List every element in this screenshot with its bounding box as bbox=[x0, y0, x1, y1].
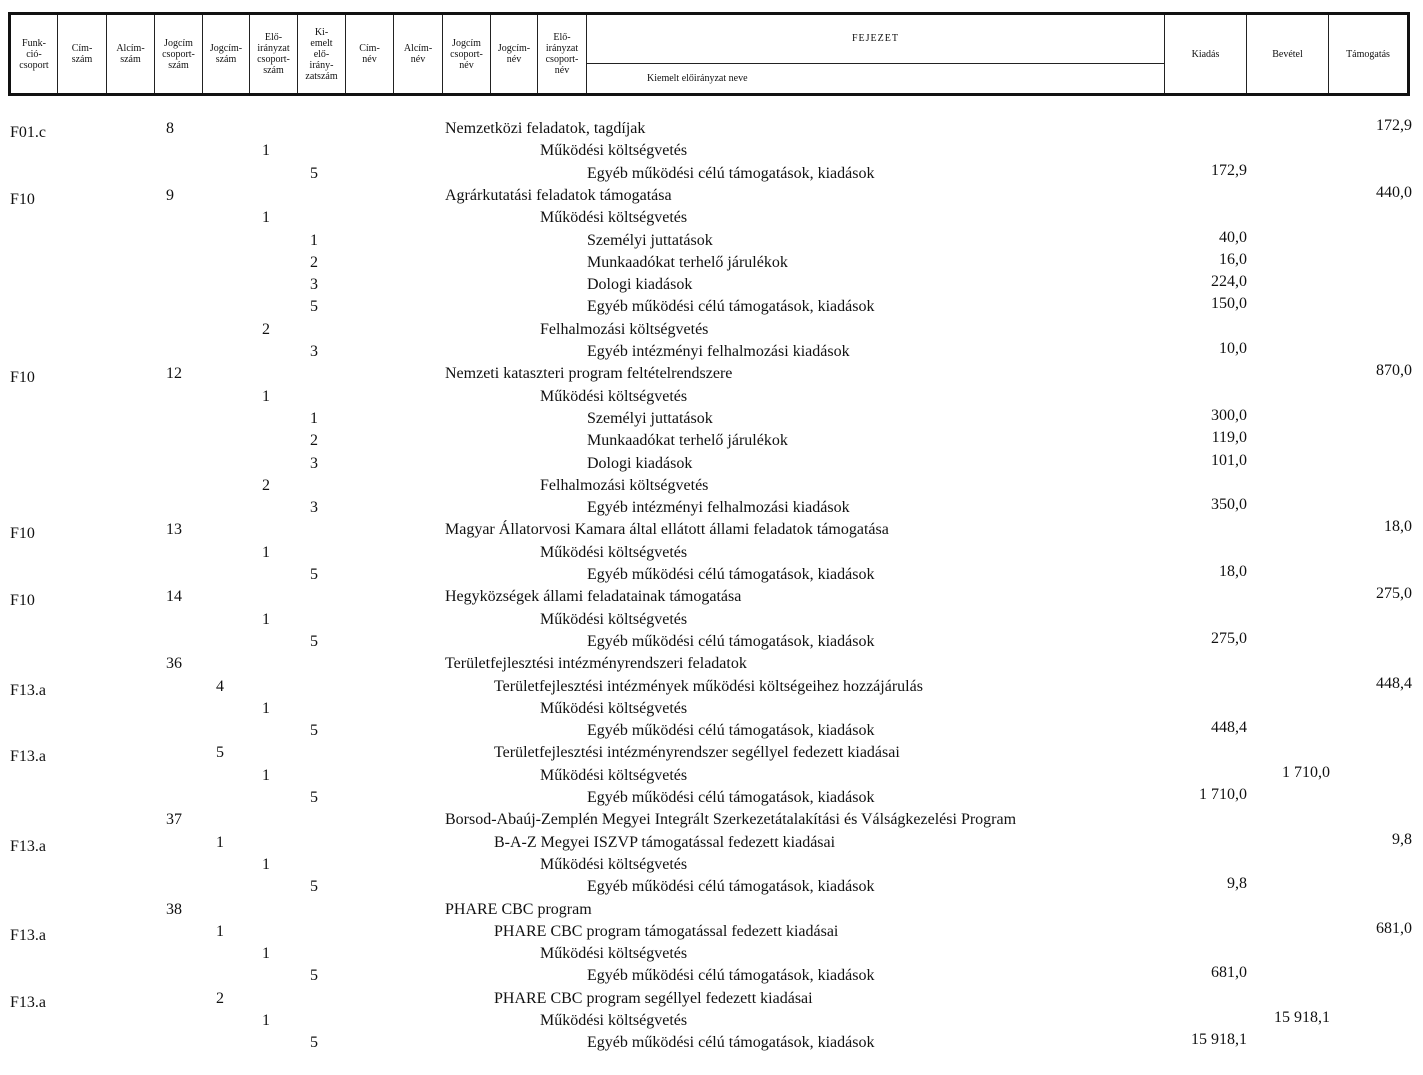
header-kiemelt-eloiranyzat-nev: Kiemelt előirányzat neve bbox=[647, 73, 748, 84]
row-code-f: F10 bbox=[10, 369, 35, 387]
row-name: Borsod-Abaúj-Zemplén Megyei Integrált Szerkezetátalakítási és Válságkezelési Program bbox=[445, 811, 1017, 829]
row-name: Felhalmozási költségvetés bbox=[540, 320, 709, 338]
row-value-tam: 681,0 bbox=[1376, 919, 1412, 937]
header-kiemelt-eloiranyzat-szam: Ki- emelt elő- irány- zatszám bbox=[298, 15, 346, 93]
row-name: B-A-Z Megyei ISZVP támogatással fedezett kiadásai bbox=[494, 833, 836, 851]
row-code-f: F13.a bbox=[10, 926, 46, 944]
row-code-cim: 13 bbox=[166, 521, 182, 539]
row-name: Működési költségvetés bbox=[540, 699, 688, 717]
row-code-ecs: 1 bbox=[262, 142, 270, 160]
row-value-kiad: 681,0 bbox=[1211, 964, 1247, 982]
row-value-bev: 15 918,1 bbox=[1274, 1009, 1330, 1026]
row-value-tam: 448,4 bbox=[1376, 674, 1412, 692]
row-name: Működési költségvetés bbox=[540, 766, 688, 784]
row-code-cim: 8 bbox=[166, 120, 174, 137]
row-code-kie: 5 bbox=[310, 632, 318, 650]
row-code-cim: 37 bbox=[166, 811, 182, 829]
row-code-f: F13.a bbox=[10, 837, 46, 855]
row-name: Egyéb működési célú támogatások, kiadások bbox=[587, 632, 875, 650]
row-code-kie: 1 bbox=[310, 409, 318, 427]
row-code-kie: 5 bbox=[310, 967, 318, 985]
row-code-f: F10 bbox=[10, 190, 35, 208]
header-alcim-nev: Alcím- név bbox=[394, 15, 443, 93]
header-jogcimcsoport-szam: Jogcím csoport- szám bbox=[155, 15, 203, 93]
row-code-ecs: 1 bbox=[262, 610, 270, 628]
header-jogcimcsoport-nev: Jogcím csoport- név bbox=[443, 15, 491, 93]
row-code-ecs: 1 bbox=[262, 543, 270, 561]
header-alcim-szam: Alcím- szám bbox=[107, 15, 155, 93]
row-name: Egyéb működési célú támogatások, kiadások bbox=[587, 1034, 875, 1052]
table-header bbox=[8, 12, 1410, 96]
row-value-tam: 870,0 bbox=[1376, 362, 1412, 380]
row-code-jcs: 4 bbox=[216, 677, 224, 695]
row-name: Területfejlesztési intézményrendszer segéllyel fedezett kiadásai bbox=[494, 744, 900, 762]
row-code-kie: 5 bbox=[310, 1034, 318, 1052]
row-code-jcs: 1 bbox=[216, 833, 224, 851]
row-code-kie: 5 bbox=[310, 722, 318, 740]
row-code-f: F01.c bbox=[10, 124, 46, 141]
row-name: Működési költségvetés bbox=[540, 855, 688, 873]
header-jogcim-szam: Jogcím- szám bbox=[203, 15, 250, 93]
header-bevetel: Bevétel bbox=[1247, 15, 1329, 93]
header-divider bbox=[587, 63, 1164, 64]
row-name: Működési költségvetés bbox=[540, 1012, 688, 1029]
row-name: Egyéb működési célú támogatások, kiadások bbox=[587, 878, 875, 896]
row-name: Személyi juttatások bbox=[587, 231, 713, 249]
row-code-kie: 5 bbox=[310, 878, 318, 896]
row-code-cim: 9 bbox=[166, 186, 174, 204]
row-code-kie: 5 bbox=[310, 164, 318, 182]
row-code-cim: 38 bbox=[166, 900, 182, 918]
row-code-f: F13.a bbox=[10, 681, 46, 699]
row-code-kie: 3 bbox=[310, 499, 318, 517]
row-name: Egyéb működési célú támogatások, kiadások bbox=[587, 566, 875, 583]
row-value-kiad: 40,0 bbox=[1219, 228, 1247, 246]
row-code-ecs: 1 bbox=[262, 766, 270, 784]
header-jogcim-nev: Jogcím- név bbox=[491, 15, 538, 93]
row-code-f: F13.a bbox=[10, 993, 46, 1011]
row-name: Egyéb működési célú támogatások, kiadások bbox=[587, 967, 875, 985]
row-name: Nemzeti kataszteri program feltételrendszere bbox=[445, 365, 733, 383]
row-name: Dologi kiadások bbox=[587, 276, 693, 294]
row-value-kiad: 119,0 bbox=[1211, 429, 1247, 447]
row-value-tam: 172,9 bbox=[1376, 117, 1412, 134]
row-value-kiad: 15 918,1 bbox=[1191, 1031, 1247, 1049]
row-name: Működési költségvetés bbox=[540, 945, 688, 963]
row-value-kiad: 16,0 bbox=[1219, 250, 1247, 268]
row-code-kie: 5 bbox=[310, 298, 318, 316]
row-name: Működési költségvetés bbox=[540, 387, 688, 405]
row-name: Területfejlesztési intézmények működési költségeihez hozzájárulás bbox=[494, 677, 923, 695]
row-code-ecs: 2 bbox=[262, 320, 270, 338]
row-value-bev: 1 710,0 bbox=[1282, 763, 1330, 781]
row-name: Egyéb működési célú támogatások, kiadások bbox=[587, 298, 875, 316]
row-name: Egyéb intézményi felhalmozási kiadások bbox=[587, 499, 850, 517]
header-cim-szam: Cím- szám bbox=[58, 15, 107, 93]
header-funkcio-csoport: Funk- ció- csoport bbox=[11, 15, 58, 93]
row-name: Egyéb működési célú támogatások, kiadások bbox=[587, 722, 875, 740]
row-name: Munkaadókat terhelő járulékok bbox=[587, 432, 788, 450]
row-name: Működési költségvetés bbox=[540, 209, 688, 227]
row-code-kie: 2 bbox=[310, 253, 318, 271]
row-value-tam: 18,0 bbox=[1384, 518, 1412, 536]
row-name: Agrárkutatási feladatok támogatása bbox=[445, 186, 672, 204]
row-code-jcs: 5 bbox=[216, 744, 224, 762]
row-value-kiad: 224,0 bbox=[1211, 273, 1247, 291]
row-code-kie: 5 bbox=[310, 566, 318, 583]
row-name: Nemzetközi feladatok, tagdíjak bbox=[445, 120, 646, 137]
header-fejezet bbox=[587, 15, 1165, 93]
row-name: Dologi kiadások bbox=[587, 454, 693, 472]
header-kiadas: Kiadás bbox=[1165, 15, 1247, 93]
row-code-kie: 1 bbox=[310, 231, 318, 249]
row-code-kie: 3 bbox=[310, 343, 318, 360]
row-name: Magyar Állatorvosi Kamara által ellátott állami feladatok támogatása bbox=[445, 521, 889, 539]
row-code-cim: 12 bbox=[166, 365, 182, 383]
row-code-ecs: 1 bbox=[262, 855, 270, 873]
row-code-kie: 3 bbox=[310, 276, 318, 294]
row-name: Területfejlesztési intézményrendszeri feladatok bbox=[445, 655, 747, 673]
row-name: Egyéb intézményi felhalmozási kiadások bbox=[587, 343, 850, 360]
row-value-kiad: 1 710,0 bbox=[1199, 786, 1247, 803]
row-name: Hegyközségek állami feladatainak támogatása bbox=[445, 588, 742, 606]
row-code-ecs: 1 bbox=[262, 1012, 270, 1029]
row-name: Felhalmozási költségvetés bbox=[540, 476, 709, 494]
row-value-tam: 440,0 bbox=[1376, 183, 1412, 201]
row-code-ecs: 1 bbox=[262, 699, 270, 717]
row-value-kiad: 448,4 bbox=[1211, 719, 1247, 737]
row-name: Munkaadókat terhelő járulékok bbox=[587, 253, 788, 271]
row-code-cim: 36 bbox=[166, 655, 182, 673]
row-code-jcs: 1 bbox=[216, 922, 224, 940]
row-name: PHARE CBC program bbox=[445, 900, 592, 918]
row-name: Személyi juttatások bbox=[587, 409, 713, 427]
row-code-jcs: 2 bbox=[216, 989, 224, 1007]
row-name: Működési költségvetés bbox=[540, 610, 688, 628]
row-code-kie: 3 bbox=[310, 454, 318, 472]
row-value-kiad: 275,0 bbox=[1211, 629, 1247, 647]
row-name: Működési költségvetés bbox=[540, 142, 688, 160]
row-name: PHARE CBC program támogatással fedezett kiadásai bbox=[494, 922, 839, 940]
row-value-kiad: 150,0 bbox=[1211, 295, 1247, 313]
row-value-tam: 275,0 bbox=[1376, 585, 1412, 603]
row-code-ecs: 1 bbox=[262, 387, 270, 405]
row-value-kiad: 18,0 bbox=[1219, 563, 1247, 580]
header-tamogatas: Támogatás bbox=[1346, 48, 1390, 60]
row-code-kie: 5 bbox=[310, 789, 318, 806]
row-name: Egyéb működési célú támogatások, kiadások bbox=[587, 789, 875, 806]
row-code-f: F10 bbox=[10, 592, 35, 610]
row-value-kiad: 9,8 bbox=[1227, 875, 1247, 893]
header-fejezet-label: FEJEZET bbox=[852, 33, 899, 44]
row-code-ecs: 1 bbox=[262, 209, 270, 227]
header-eloiranyzat-csoport-szam: Elő- irányzat csoport- szám bbox=[250, 15, 298, 93]
row-code-ecs: 2 bbox=[262, 476, 270, 494]
row-code-f: F13.a bbox=[10, 748, 46, 766]
row-code-kie: 2 bbox=[310, 432, 318, 450]
row-value-kiad: 101,0 bbox=[1211, 451, 1247, 469]
header-eloiranyzat-csoport-nev: Elő- irányzat csoport- név bbox=[538, 15, 587, 93]
row-name: Egyéb működési célú támogatások, kiadások bbox=[587, 164, 875, 182]
row-value-kiad: 172,9 bbox=[1211, 161, 1247, 179]
row-code-cim: 14 bbox=[166, 588, 182, 606]
row-value-kiad: 350,0 bbox=[1211, 496, 1247, 514]
row-value-kiad: 10,0 bbox=[1219, 340, 1247, 357]
header-cim-nev: Cím- név bbox=[346, 15, 394, 93]
row-value-kiad: 300,0 bbox=[1211, 406, 1247, 424]
row-value-tam: 9,8 bbox=[1392, 830, 1412, 848]
row-code-f: F10 bbox=[10, 525, 35, 543]
row-name: Működési költségvetés bbox=[540, 543, 688, 561]
row-code-ecs: 1 bbox=[262, 945, 270, 963]
row-name: PHARE CBC program segéllyel fedezett kiadásai bbox=[494, 989, 813, 1007]
